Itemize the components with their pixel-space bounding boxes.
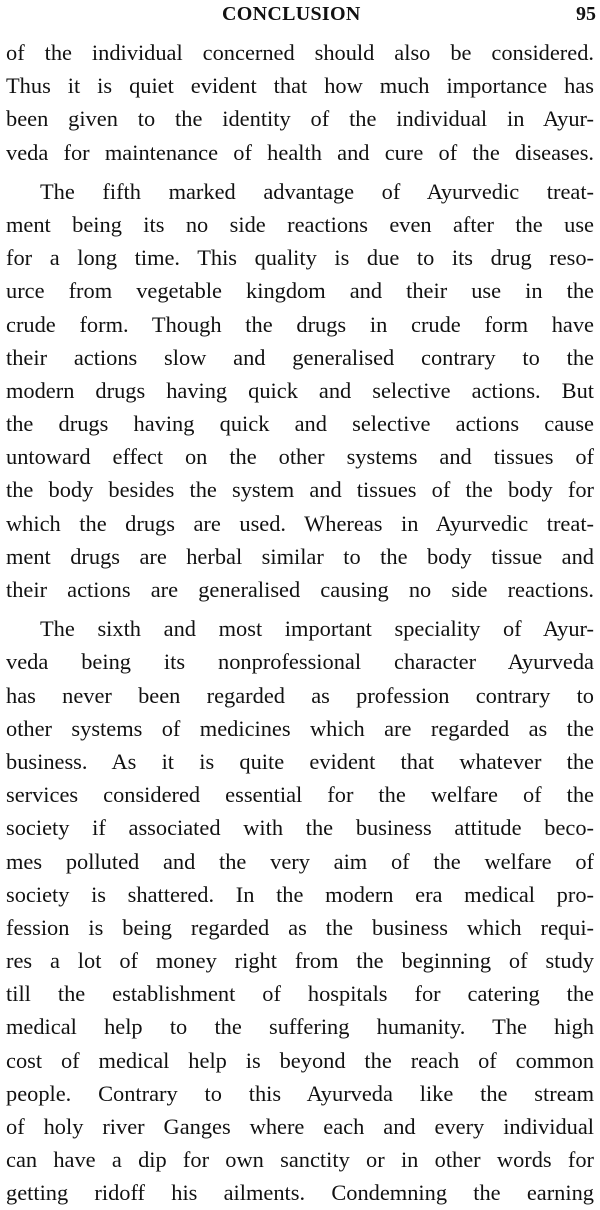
text-line: ment being its no side reactions even after the use: [6, 211, 594, 237]
body-text: [6, 36, 594, 1210]
page-number: 95: [576, 3, 596, 25]
text-line: cost of medical help is beyond the reach of common: [6, 1047, 594, 1073]
text-line: fession is being regarded as the business which requi-: [6, 914, 594, 940]
text-line: The sixth and most important speciality of Ayur-: [40, 616, 594, 642]
text-line: their actions slow and generalised contrary to the: [6, 344, 594, 370]
text-line: The fifth marked advantage of Ayurvedic treat-: [40, 178, 594, 204]
text-line: till the establishment of hospitals for catering the: [6, 981, 594, 1007]
text-line: the drugs having quick and selective actions cause: [6, 411, 594, 437]
text-line: services considered essential for the welfare of the: [6, 782, 594, 808]
text-line: business. As it is quite evident that whatever the: [6, 748, 594, 774]
text-line: mes polluted and the very aim of the welfare of: [6, 848, 594, 874]
text-line: veda for maintenance of health and cure of the diseases.: [6, 139, 594, 165]
text-line: veda being its nonprofessional character Ayurveda: [6, 649, 594, 675]
text-line: other systems of medicines which are regarded as the: [6, 715, 594, 741]
text-line: modern drugs having quick and selective actions. But: [6, 377, 594, 403]
paragraph-1: [6, 36, 594, 169]
text-line: society if associated with the business attitude beco-: [6, 815, 594, 841]
text-line: urce from vegetable kingdom and their use in the: [6, 278, 594, 304]
text-line: Thus it is quiet evident that how much importance has: [6, 73, 594, 99]
paragraph-3: [6, 612, 594, 1209]
text-line: can have a dip for own sanctity or in other words for: [6, 1147, 594, 1173]
text-line: of holy river Ganges where each and every individual: [6, 1114, 594, 1139]
text-line: medical help to the suffering humanity. The high: [6, 1014, 594, 1040]
text-line: has never been regarded as profession contrary to: [6, 682, 594, 708]
text-line: crude form. Though the drugs in crude form have: [6, 311, 594, 337]
running-header: [0, 0, 600, 28]
text-line: getting ridoff his ailments. Condemning the earning: [6, 1180, 594, 1206]
chapter-title: CONCLUSION: [222, 3, 361, 25]
paragraph-2: [6, 175, 594, 606]
text-line: society is shattered. In the modern era medical pro-: [6, 881, 594, 907]
text-line: untoward effect on the other systems and tissues of: [6, 444, 594, 470]
text-line: been given to the identity of the individual in Ayur-: [6, 106, 594, 132]
text-line: people. Contrary to this Ayurveda like the stream: [6, 1080, 594, 1106]
text-line: for a long time. This quality is due to its drug reso-: [6, 245, 594, 271]
text-line: the body besides the system and tissues of the body for: [6, 477, 594, 503]
text-line: ment drugs are herbal similar to the body tissue and: [6, 543, 594, 569]
text-line: which the drugs are used. Whereas in Ayurvedic treat-: [6, 510, 594, 536]
text-line: res a lot of money right from the beginning of study: [6, 948, 594, 974]
text-line: of the individual concerned should also be considered.: [6, 40, 594, 65]
text-line: their actions are generalised causing no side reactions.: [6, 577, 594, 602]
